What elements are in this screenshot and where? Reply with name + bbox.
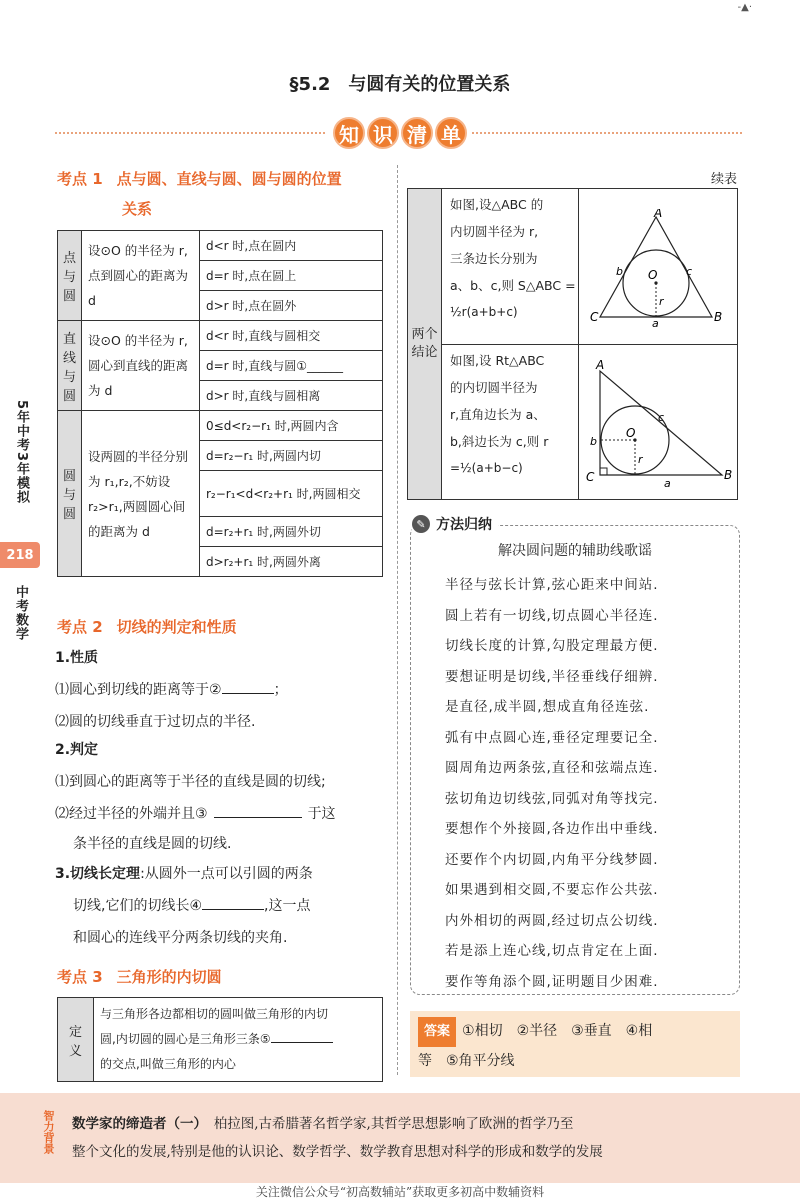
- kp1-heading: [57, 168, 342, 189]
- incircle-triangle-figure: [586, 209, 734, 327]
- definition-body: [94, 998, 383, 1082]
- table-category: 两个结论: [408, 189, 442, 499]
- banner-char: 识: [367, 117, 399, 149]
- table-condition: d<r 时,点在圆内: [200, 231, 383, 261]
- kp2-text: ⑵圆的切线垂直于过切点的半径.: [55, 714, 256, 730]
- kp2-heading: [57, 616, 237, 637]
- kp1-title-cont: 关系: [122, 200, 153, 218]
- vertex-label: C: [586, 470, 595, 484]
- method-title: 方法归纳: [436, 517, 492, 533]
- sidebar-subject: 中考数学: [13, 585, 28, 641]
- corner-mark: -▲·: [737, 2, 752, 13]
- kp2-text: [55, 680, 288, 700]
- method-header: [412, 513, 498, 535]
- center-label: O: [648, 268, 658, 282]
- background-content: 柏拉图,古希腊著名哲学家,其哲学思想影响了欧洲的哲学乃至: [213, 1116, 574, 1132]
- background-text: [72, 1110, 742, 1166]
- conclusion-line: 的内切圆半径为: [450, 380, 538, 395]
- side-label: b: [590, 435, 597, 448]
- poem-line: 圆周角边两条弦,直径和弦端点连.: [445, 760, 659, 776]
- answer-line: 等 ⑤角平分线: [418, 1053, 515, 1069]
- incircle-definition-table: [57, 997, 383, 1082]
- radius-label: r: [638, 453, 643, 466]
- table-condition: d<r 时,直线与圆相交: [200, 321, 383, 351]
- radius-label: r: [659, 295, 664, 308]
- kp2-title: 切线的判定和性质: [116, 618, 237, 636]
- poem-line: 还要作个内切圆,内角平分线梦圆.: [445, 851, 659, 868]
- table-condition: d=r₂−r₁ 时,两圆内切: [200, 441, 383, 471]
- kp3-title: 三角形的内切圆: [116, 968, 222, 986]
- background-line: 整个文化的发展,特别是他的认识论、数学哲学、数学教育思想对科学的形成和数学的发展: [72, 1144, 603, 1160]
- conclusions-table: [407, 188, 738, 500]
- definition-line: [100, 1027, 376, 1052]
- kp2-text-part: ；: [273, 682, 288, 698]
- answer-content: ①相切 ②半径 ③垂直 ④相: [462, 1023, 653, 1039]
- background-heading: 数学家的缔造者（一）: [72, 1116, 201, 1132]
- table-condition: r₂−r₁<d<r₂+r₁ 时,两圆相交: [200, 471, 383, 517]
- poem-line: 要想证明是切线,半径垂线仔细辨.: [445, 668, 659, 685]
- conclusion-1-text: [450, 191, 580, 326]
- conclusion-line: r,直角边长为 a、: [450, 407, 546, 422]
- section-banner: [330, 117, 470, 151]
- poem-line: 是直径,成半圆,想成直角径连弦.: [445, 699, 650, 715]
- definition-text: 圆,内切圆的圆心是三角形三条⑤: [100, 1032, 271, 1046]
- table-category: 定义: [58, 998, 94, 1082]
- poem-line: 要作等角添个圆,证明题目少困难.: [445, 973, 659, 990]
- kp2-text-part: ⑵经过半径的外端并且③: [55, 806, 208, 822]
- fill-blank: [222, 680, 274, 694]
- column-divider: [397, 165, 398, 1075]
- table-condition: d>r 时,点在圆外: [200, 291, 383, 321]
- poem: [445, 570, 735, 997]
- conclusion-line: b,斜边长为 c,则 r: [450, 434, 549, 449]
- kp2-text: [55, 864, 313, 884]
- kp2-text-part: :从圆外一点可以引圆的两条: [140, 866, 313, 882]
- kp2-text-part: 于这: [307, 806, 336, 822]
- table-condition: d>r 时,直线与圆相离: [200, 381, 383, 411]
- fill-blank: [214, 804, 302, 818]
- kp3-heading: [57, 966, 222, 987]
- banner-char: 清: [401, 117, 433, 149]
- conclusion-line: 如图,设 Rt△ABC: [450, 353, 545, 368]
- poem-line: 要想作个外接圆,各边作出中垂线.: [445, 821, 659, 837]
- page-title: §5.2 与圆有关的位置关系: [289, 74, 511, 95]
- kp3-number: 考点 3: [57, 968, 103, 986]
- definition-line: 的交点,叫做三角形的内心: [100, 1057, 236, 1071]
- vertex-label: A: [596, 358, 605, 372]
- poem-line: 如果遇到相交圆,不要忘作公共弦.: [445, 882, 659, 898]
- poem-line: 圆上若有一切线,切点圆心半径连.: [445, 607, 659, 624]
- poem-title: 解决圆问题的辅助线歌谣: [498, 543, 652, 559]
- answer-tag: 答案: [418, 1017, 456, 1047]
- table-description: 设两圆的半径分别为 r₁,r₂,不妨设 r₂>r₁,两圆圆心间的距离为 d: [82, 411, 200, 577]
- banner-char: 知: [333, 117, 365, 149]
- kp2-text: [55, 804, 336, 824]
- table-condition: d=r 时,直线与圆①______: [200, 351, 383, 381]
- side-label: c: [658, 411, 665, 424]
- conclusion-line: 如图,设△ABC 的: [450, 197, 544, 212]
- table-category: 圆与圆: [58, 411, 82, 577]
- fill-blank: [271, 1029, 333, 1043]
- background-line: [72, 1110, 742, 1138]
- side-label: a: [652, 317, 659, 327]
- conclusion-2-text: [450, 347, 580, 482]
- answer-text: [410, 1011, 740, 1081]
- poem-line: 内外相切的两圆,经过切点公切线.: [445, 912, 659, 929]
- vertex-label: A: [654, 209, 663, 220]
- kp2-text: 条半径的直线是圆的切线.: [73, 836, 232, 852]
- poem-line: 弦切角边切线弦,同弧对角等找完.: [445, 790, 659, 807]
- continued-label: 续表: [710, 172, 737, 187]
- kp2-sub-heading: 2.判定: [55, 742, 99, 758]
- row-divider: [442, 344, 737, 345]
- banner-divider-left: [55, 132, 325, 134]
- kp2-sub-heading: 1.性质: [55, 650, 99, 666]
- poem-line: 弧有中点圆心连,垂径定理要记全.: [445, 729, 659, 746]
- sidebar-book-title: 5年中考3年模拟: [14, 400, 29, 505]
- position-relation-table: [57, 230, 383, 577]
- conclusion-line: a、b、c,则 S△ABC =: [450, 278, 576, 293]
- vertex-label: C: [590, 310, 599, 324]
- footer-note: 关注微信公众号“初高数辅站”获取更多初高中数辅资料: [255, 1185, 545, 1199]
- kp2-text-part: 切线,它们的切线长④: [73, 898, 203, 914]
- kp2-number: 考点 2: [57, 618, 103, 636]
- right-triangle-incircle-figure: [584, 357, 736, 489]
- vertex-label: B: [714, 310, 723, 324]
- table-description: 设⊙O 的半径为 r,点到圆心的距离为 d: [82, 231, 200, 321]
- fill-blank: [202, 896, 264, 910]
- poem-line: 若是添上连心线,切点肯定在上面.: [445, 943, 659, 959]
- pencil-icon: ✎: [412, 515, 430, 533]
- right-angle-mark: [600, 468, 607, 475]
- kp2-text: [73, 896, 310, 916]
- banner-divider-right: [472, 132, 742, 134]
- kp1-number: 考点 1: [57, 170, 103, 188]
- vertex-label: B: [724, 468, 733, 482]
- conclusion-formula: =½(a+b−c): [450, 461, 523, 475]
- conclusion-line: 三条边长分别为: [450, 251, 538, 266]
- conclusion-formula: ½r(a+b+c): [450, 305, 518, 319]
- kp2-text-part: ,这一点: [264, 898, 311, 914]
- table-condition: d=r 时,点在圆上: [200, 261, 383, 291]
- kp2-text: 和圆心的连线平分两条切线的夹角.: [73, 930, 288, 946]
- table-category: 点与圆: [58, 231, 82, 321]
- side-label: a: [664, 477, 671, 489]
- kp2-text-part: ⑴圆心到切线的距离等于②: [55, 682, 222, 698]
- side-label: c: [686, 265, 693, 278]
- answer-line: [418, 1017, 732, 1047]
- page-number: 218: [0, 542, 40, 568]
- definition-line: 与三角形各边都相切的圆叫做三角形的内切: [100, 1007, 329, 1021]
- table-condition: d=r₂+r₁ 时,两圆外切: [200, 517, 383, 547]
- side-label: b: [616, 265, 623, 278]
- conclusion-line: 内切圆半径为 r,: [450, 224, 539, 239]
- poem-line: 半径与弦长计算,弦心距来中间站.: [445, 577, 659, 593]
- center-label: O: [626, 426, 636, 440]
- table-category: 直线与圆: [58, 321, 82, 411]
- banner-char: 单: [435, 117, 467, 149]
- kp2-sub-heading: 3.切线长定理: [55, 866, 141, 882]
- kp2-text: ⑴到圆心的距离等于半径的直线是圆的切线;: [55, 774, 326, 790]
- table-condition: d>r₂+r₁ 时,两圆外离: [200, 547, 383, 577]
- answer-box: [410, 1011, 740, 1077]
- table-condition: 0≤d<r₂−r₁ 时,两圆内含: [200, 411, 383, 441]
- poem-line: 切线长度的计算,勾股定理最方便.: [445, 638, 659, 654]
- table-description: 设⊙O 的半径为 r,圆心到直线的距离为 d: [82, 321, 200, 411]
- background-tag: 智力背景: [42, 1110, 55, 1154]
- kp1-title: 点与圆、直线与圆、圆与圆的位置: [116, 170, 342, 188]
